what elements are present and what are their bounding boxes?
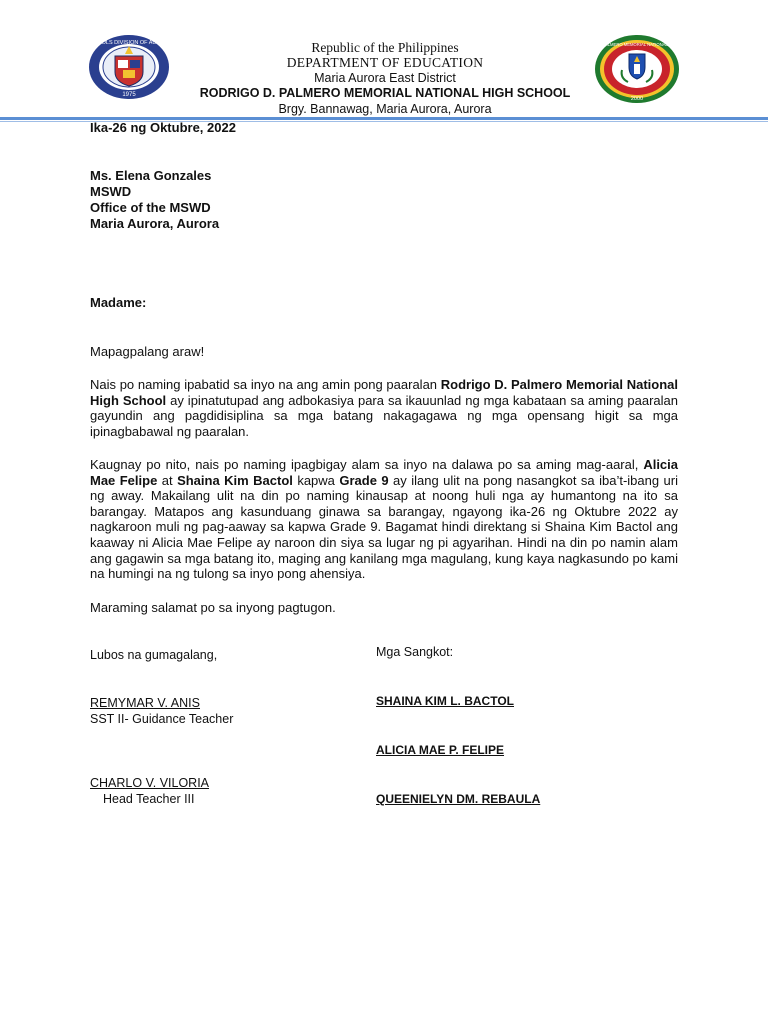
recipient-address: Maria Aurora, Aurora — [90, 216, 220, 231]
right-seal-text: RODRIGO D. PALMERO MEMORIAL NATIONAL HIGH SCHOOL — [575, 42, 699, 47]
right-seal-year: 2000 — [630, 96, 644, 102]
p2-text-e: kapwa — [292, 472, 340, 488]
closing: Lubos na gumagalang, — [90, 648, 218, 662]
signatory-2-name: CHARLO V. VILORIA — [90, 776, 210, 790]
thanks-line: Maraming salamat po sa inyong pagtugon. — [90, 600, 336, 615]
department-line: DEPARTMENT OF EDUCATION — [286, 55, 484, 70]
involved-student-3: QUEENIELYN DM. REBAULA — [376, 792, 541, 806]
signatory-1-name: REMYMAR V. ANIS — [90, 696, 200, 710]
involved-student-2: ALICIA MAE P. FELIPE — [376, 743, 505, 757]
signatory-2-title: Head Teacher III — [103, 792, 195, 806]
p2-student-2: Shaina Kim Bactol — [177, 472, 293, 488]
school-seal — [575, 34, 699, 104]
letter-date: Ika-26 ng Oktubre, 2022 — [90, 120, 236, 135]
paragraph-2 — [90, 457, 678, 582]
left-seal-year: 1975 — [122, 92, 136, 98]
republic-line: Republic of the Philippines — [311, 40, 459, 55]
involved-label: Mga Sangkot: — [376, 645, 454, 659]
recipient-agency: MSWD — [90, 184, 132, 199]
paragraph-1 — [90, 377, 678, 439]
recipient-office: Office of the MSWD — [90, 200, 211, 215]
p2-grade: Grade 9 — [339, 472, 389, 488]
greeting: Mapagpalang araw! — [90, 344, 205, 359]
school-address: Brgy. Bannawag, Maria Aurora, Aurora — [278, 102, 492, 116]
left-seal-text: SCHOOLS DIVISION OF AURORA — [85, 40, 173, 46]
involved-student-1: SHAINA KIM L. BACTOL — [376, 694, 514, 708]
signatory-1-title: SST II- Guidance Teacher — [90, 712, 234, 726]
recipient-name: Ms. Elena Gonzales — [90, 168, 212, 183]
p2-text-a: Kaugnay po nito, nais po naming ipagbigay alam sa inyo na dalawa po sa aming mag-aaral, — [90, 457, 644, 472]
p1-text-c: ay ipinatutupad ang adbokasiya para sa ikauunlad ng mga kabataan sa aming paaralan gayundin ang pagdidisiplina sa mga batang nakagagawa ng mga opensang higit sa mga ipinagbabawal ng paaralan. — [90, 392, 678, 439]
p2-text-c: at — [157, 472, 178, 488]
salutation: Madame: — [90, 295, 147, 310]
school-name: RODRIGO D. PALMERO MEMORIAL NATIONAL HIGH SCHOOL — [199, 86, 571, 100]
p1-school-name: Rodrigo D. Palmero Memorial National High School — [90, 377, 678, 408]
schools-division-seal — [85, 34, 173, 100]
p2-text-g: ay ilang ulit na pong nasangkot sa iba’t-ibang uri ng away. Makailang ulit na din po naming kinausap at noong huli nga ay humantong na ito sa barangay. Matapos ang kasunduang ginawa sa barangay, ngayong ika-26 ng Oktubre 2022 ay nagkaroon muli ng pag-aaway sa kapwa Grade 9. Bagamat hindi direktang si Shaina Kim Bactol ang kaaway ni Alicia Mae Felipe ay naroon din siya sa lugar ng pi agyarihan. Hindi na din po namin alam ang gagawin sa mga batang ito, maging ang kanilang mga magulang, kung kaya nagkasundo po kami na humingi na ng tulong sa inyo pong ahensiya. — [90, 472, 678, 582]
p2-student-1: Alicia Mae Felipe — [90, 457, 678, 488]
p1-text-a: Nais po naming ipabatid sa inyo na ang amin pong paaralan — [90, 377, 441, 392]
district-line: Maria Aurora East District — [314, 71, 456, 85]
